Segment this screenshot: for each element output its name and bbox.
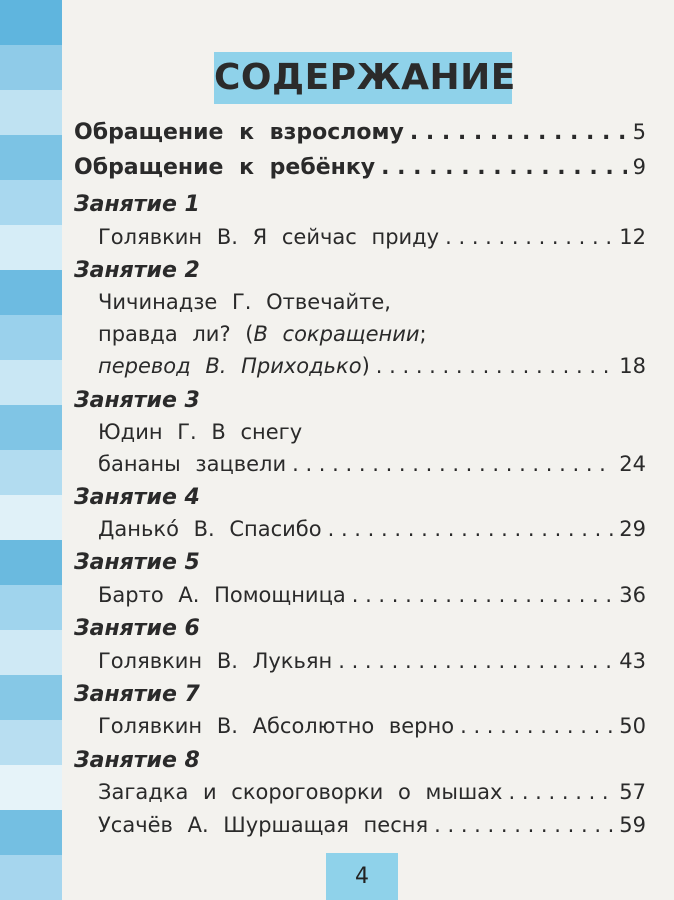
lesson-heading <box>74 550 646 575</box>
italic-note: перевод В. Приходько <box>98 354 362 378</box>
entry-title: Данько́ В. Спасибо <box>98 517 322 541</box>
leader-dots <box>434 813 613 837</box>
entry-title: Обращение к взрослому <box>74 120 404 145</box>
toc-entry[interactable] <box>98 517 646 541</box>
entry-title: Голявкин В. Абсолютно верно <box>98 714 455 738</box>
entry-page: 18 <box>619 354 646 378</box>
lesson-label: Занятие 1 <box>74 192 200 217</box>
toc-entry[interactable] <box>98 225 646 249</box>
entry-title-cont: бананы зацвели <box>98 452 287 476</box>
toc-entry-line[interactable] <box>98 322 646 346</box>
lesson-heading <box>74 192 646 217</box>
entry-title: Загадка и скороговорки о мышах <box>98 780 503 804</box>
lesson-label: Занятие 8 <box>74 748 200 773</box>
toc-entry[interactable] <box>98 354 646 378</box>
leader-dots <box>376 354 614 378</box>
lesson-label: Занятие 6 <box>74 616 200 641</box>
leader-dots <box>338 649 613 673</box>
toc-entry-line[interactable] <box>98 290 646 314</box>
entry-title-cont: перевод В. Приходько) <box>98 354 370 378</box>
entry-page: 29 <box>619 517 646 541</box>
leader-dots <box>410 120 627 145</box>
entry-page: 12 <box>619 225 646 249</box>
lesson-heading <box>74 485 646 510</box>
entry-page: 5 <box>632 120 646 144</box>
toc-entry[interactable] <box>74 155 646 180</box>
entry-title: Обращение к ребёнку <box>74 155 376 180</box>
toc-entry[interactable] <box>98 583 646 607</box>
lesson-label: Занятие 5 <box>74 550 200 575</box>
lesson-label: Занятие 4 <box>74 485 200 510</box>
entry-title: Юдин Г. В снегу <box>98 420 303 444</box>
toc-entry[interactable] <box>98 780 646 804</box>
italic-note: В сокращении <box>253 322 420 346</box>
leader-dots <box>328 517 614 541</box>
toc-entry[interactable] <box>98 813 646 837</box>
entry-page: 43 <box>619 649 646 673</box>
entry-title: Голявкин В. Я сейчас приду <box>98 225 440 249</box>
leader-dots <box>292 452 613 476</box>
toc-entry-line[interactable] <box>98 420 646 444</box>
lesson-heading <box>74 258 646 283</box>
lesson-heading <box>74 682 646 707</box>
lesson-heading <box>74 748 646 773</box>
lesson-label: Занятие 2 <box>74 258 200 283</box>
lesson-heading <box>74 388 646 413</box>
entry-page: 24 <box>619 452 646 476</box>
page-number: 4 <box>355 864 369 889</box>
leader-dots <box>352 583 614 607</box>
lesson-label: Занятие 3 <box>74 388 200 413</box>
entry-page: 57 <box>619 780 646 804</box>
leader-dots <box>508 780 613 804</box>
entry-page: 50 <box>619 714 646 738</box>
entry-title: Барто А. Помощница <box>98 583 346 607</box>
lesson-heading <box>74 616 646 641</box>
leader-dots <box>445 225 613 249</box>
entry-page: 9 <box>632 155 646 179</box>
leader-dots <box>381 155 627 180</box>
entry-page: 59 <box>619 813 646 837</box>
entry-title: Чичинадзе Г. Отвечайте, <box>98 290 391 314</box>
lesson-label: Занятие 7 <box>74 682 200 707</box>
entry-title: Усачёв А. Шуршащая песня <box>98 813 429 837</box>
toc-entry[interactable] <box>98 649 646 673</box>
toc-entry[interactable] <box>98 452 646 476</box>
toc-entry[interactable] <box>74 120 646 145</box>
page-title: СОДЕРЖАНИЕ <box>214 57 516 98</box>
entry-title: Голявкин В. Лукьян <box>98 649 333 673</box>
leader-dots <box>460 714 613 738</box>
toc-entry[interactable] <box>98 714 646 738</box>
entry-page: 36 <box>619 583 646 607</box>
entry-title-cont: правда ли? (В сокращении; <box>98 322 427 346</box>
